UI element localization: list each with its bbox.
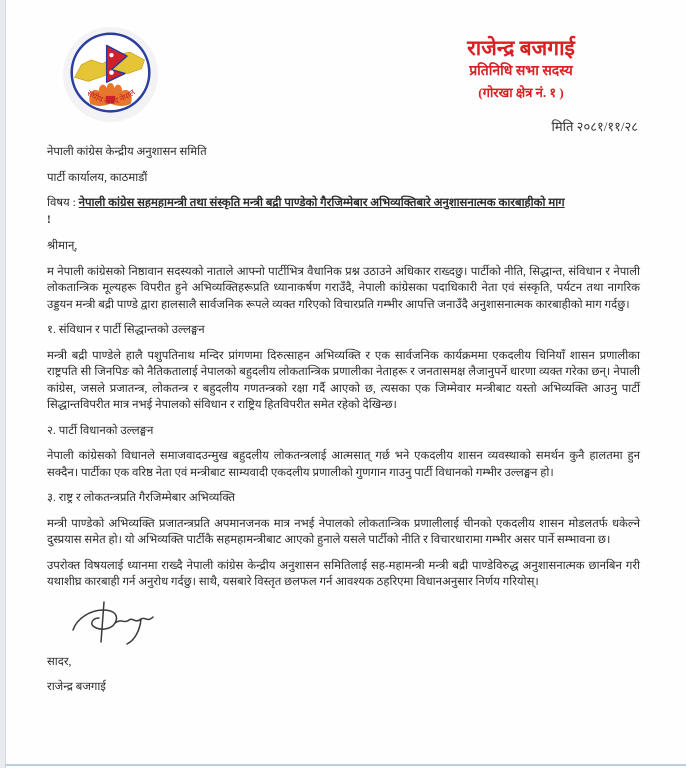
salutation: श्रीमान्, (47, 240, 78, 252)
handwritten-signature (67, 600, 167, 650)
signoff-name: राजेन्द्र बजगाई (47, 681, 106, 693)
letterhead (47, 26, 640, 135)
subject-suffix: ! (47, 214, 51, 226)
letter-date: मिति २०८१/११/२८ (551, 119, 638, 134)
subject-text: नेपाली कांग्रेस सहमहामन्त्री तथा संस्कृति मन्त्री बद्री पाण्डेको गैरजिम्मेबार अभिव्यक्तिबारे अनुशासनात्मक कारबाहीको माग (78, 197, 565, 209)
letterhead-right (412, 26, 638, 135)
section-3-body: मन्त्री पाण्डेको अभिव्यक्ति प्रजातन्त्रप्रति अपमानजनक मात्र नभई नेपालको लोकतान्त्रिक प्रणालीलाई चीनको एकदलीय शासन मोडलतर्फ धकेल्ने दुस्प्रयास समेत हो। यो अभिव्यक्ति पार्टीकै सहमहामन्त्रीबाट आएको हुनाले यसले पार्टीको नीति र विचारधारामा गम्भीर असर पार्ने सम्भावना छ। (47, 517, 640, 546)
closing-paragraph: उपरोक्त विषयलाई ध्यानमा राख्दै नेपाली कांग्रेस केन्द्रीय अनुशासन समितिलाई सह-महामन्त्री मन्त्री बद्री पाण्डेविरुद्ध अनुशासनात्मक छानबिन गरी यथाशीघ्र कारबाही गर्न अनुरोध गर्दछु। साथै, यसबारे विस्तृत छलफल गर्न आवश्यक ठहरिएमा विधानअनुसार निर्णय गरियोस्। (47, 559, 640, 588)
flag-moon (109, 53, 113, 57)
intro-paragraph: म नेपाली कांग्रेसको निष्ठावान सदस्यको नाताले आफ्नो पार्टीभित्र वैधानिक प्रश्न उठाउने अधिकार राख्दछु। पार्टीको नीति, सिद्धान्त, संविधान र नेपाली लोकतान्त्रिक मूल्यहरू विपरीत हुने अभिव्यक्तिहरूप्रति ध्यानाकर्षण गराउँदै, नेपाली कांग्रेसका पदाधिकारी नेता एवं संस्कृति, पर्यटन तथा नागरिक उड्डयन मन्त्री बद्री पाण्डे द्वारा हालसालै सार्वजनिक रूपले व्यक्त गरिएको विचारप्रति गम्भीर आपत्ति जनाउँदै अनुशासनात्मक कारबाहीको माग गर्दछु। (47, 265, 640, 311)
section-3-heading: ३. राष्ट्र र लोकतन्त्रप्रति गैरजिम्मेबार अभिव्यक्ति (47, 492, 236, 504)
section-1-body: मन्त्री बद्री पाण्डेले हालै पशुपतिनाथ मन्दिर प्रांगणमा दिरुत्साहन अभिव्यक्ति र एक सार्वजनिक कार्यक्रममा एकदलीय चिनियाँ शासन प्रणालीका राष्ट्रपति सी जिनपिङ को नैतिकतालाई नेपालको बहुदलीय लोकतान्त्रिक प्रणालीका नेताहरू र जनतासमक्ष लैजानुपर्ने धारणा व्यक्त गरेका छन्। नेपाली कांग्रेस, जसले प्रजातन्त्र, लोकतन्त्र र बहुदलीय गणतन्त्रको रक्षा गर्दै आएको छ, त्यसका एक जिम्मेवार मन्त्रीबाट यस्तो अभिव्यक्ति आउनु पार्टी सिद्धान्तविपरीत मात्र नभई नेपालको संविधान र राष्ट्रिय हितविपरीत समेत रहेको देखिन्छ। (47, 349, 640, 411)
subject-label: विषय : (47, 197, 76, 209)
flag-sun (109, 70, 114, 75)
federal-parliament-seal-icon (62, 26, 159, 123)
scan-edge-bottom (5, 764, 686, 766)
scan-edge-left (0, 0, 6, 768)
recipient-line-1: नेपाली कांग्रेस केन्द्रीय अनुशासन समिति (47, 146, 207, 158)
mp-constituency: (गोरखा क्षेत्र नं. १ ) (478, 85, 564, 100)
section-2-body: नेपाली कांग्रेसको विधानले समाजवादउन्मुख बहुदलीय लोकतन्त्रलाई आत्मसात् गर्छ भने एकदलीय शासन व्यवस्थाको समर्थन कुनै हालतमा हुन सक्दैन। पार्टीका एक वरिष्ठ नेता एवं मन्त्रीबाट साम्यवादी एकदलीय प्रणालीको गुणगान गाउनु पार्टी विधानको गम्भीर उल्लङ्घन हो। (47, 450, 640, 479)
letter-content (47, 26, 640, 705)
signoff-regards: सादर, (47, 655, 72, 668)
logo-caption: संघीय संसद नेपाल (85, 87, 137, 106)
recipient-line-2: पार्टी कार्यालय, काठमाडौं (47, 171, 148, 184)
section-1-heading: १. संविधान र पार्टी सिद्धान्तको उल्लङ्घन (47, 324, 205, 336)
section-2-heading: २. पार्टी विधानको उल्लङ्घन (47, 424, 154, 437)
mp-title: प्रतिनिधि सभा सदस्य (469, 64, 573, 79)
subject-line (47, 195, 640, 229)
mp-name: राजेन्द्र बजगाई (467, 36, 575, 60)
